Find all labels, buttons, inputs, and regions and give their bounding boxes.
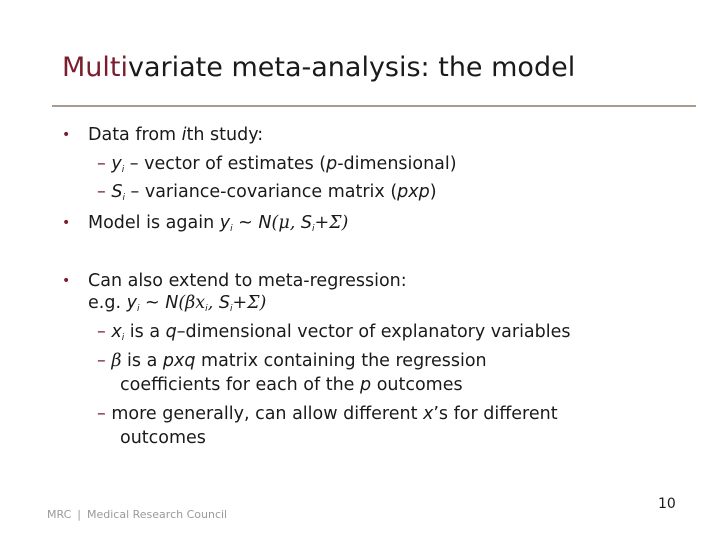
bullet-3-sub-2 xyxy=(97,350,487,372)
symbol-sigma-expr: +Σ) xyxy=(314,213,349,233)
bullet-3-text: Can also extend to meta-regression: xyxy=(88,271,407,291)
sub-dash: – xyxy=(97,182,106,202)
bullet-3-sub-3-cont: outcomes xyxy=(120,428,206,448)
bullet-1-sub-2-tail: ) xyxy=(429,182,437,202)
symbol-pxq: pxq xyxy=(162,351,196,371)
sub-dash: – xyxy=(97,322,106,342)
sub-dash: – xyxy=(97,154,106,174)
bullet-2-lead: Model is again xyxy=(88,213,220,233)
symbol-q: q xyxy=(165,322,177,342)
bullet-3-sub-1-tail: –dimensional vector of explanatory variables xyxy=(176,322,571,342)
bullet-1-sub-1-tail: -dimensional) xyxy=(337,154,457,174)
title-divider xyxy=(52,105,696,107)
bullet-1-text-i: i xyxy=(181,125,187,145)
symbol-beta-expr: (βx xyxy=(178,293,206,313)
symbol-s: S xyxy=(300,213,312,233)
bullet-marker: • xyxy=(62,127,71,143)
symbol-mu-expr: (μ, xyxy=(271,213,301,233)
bullet-marker: • xyxy=(62,215,71,231)
bullet-3-sub-2-tail: matrix containing the regression xyxy=(195,351,487,371)
slide-title-accent: Multi xyxy=(62,52,128,83)
symbol-y: y xyxy=(111,154,122,174)
bullet-3-sub-2-text: is a xyxy=(127,351,163,371)
bullet-3-sub-3-tail: ’s for different xyxy=(433,404,558,424)
symbol-n: N xyxy=(165,293,179,313)
mrc-logo xyxy=(47,508,227,521)
logo-separator: | xyxy=(77,508,81,521)
bullet-1-sub-2 xyxy=(97,181,437,209)
bullet-3-sub-1-text: is a xyxy=(129,322,166,342)
bullet-2-text xyxy=(88,212,348,240)
symbol-y: y xyxy=(126,293,137,313)
sub-dash: – xyxy=(97,404,106,424)
logo-org-name: Medical Research Council xyxy=(87,508,228,521)
symbol-beta: β xyxy=(111,351,122,371)
symbol-x: x xyxy=(423,404,434,424)
subscript-i: i xyxy=(122,193,125,203)
symbol-pxp: pxp xyxy=(397,182,430,202)
subscript-i: i xyxy=(205,304,208,314)
subscript-i: i xyxy=(229,304,233,314)
bullet-1-text-a: Data from xyxy=(88,125,182,145)
slide-title-rest: variate meta-analysis: the model xyxy=(128,52,576,83)
subscript-i: i xyxy=(230,224,233,234)
symbol-p: p xyxy=(326,154,338,174)
bullet-1-text xyxy=(88,124,263,146)
symbol-y: y xyxy=(219,213,231,233)
symbol-sigma-expr: +Σ) xyxy=(232,293,267,313)
page-number: 10 xyxy=(658,496,676,512)
bullet-marker: • xyxy=(62,273,71,289)
symbol-comma: , xyxy=(207,293,219,313)
subscript-i: i xyxy=(121,165,125,175)
bullet-3-sub-3-text: more generally, can allow different xyxy=(111,404,423,424)
subscript-i: i xyxy=(121,333,125,343)
sub-dash: – xyxy=(97,351,106,371)
bullet-2-tilde: ~ xyxy=(232,213,259,233)
bullet-3-sub-1 xyxy=(97,321,571,349)
bullet-3-sub-3 xyxy=(97,403,558,425)
bullet-3-eg: e.g. xyxy=(88,293,127,313)
bullet-1-sub-1 xyxy=(97,153,457,181)
subscript-i: i xyxy=(136,304,140,314)
bullet-1-text-b: th study: xyxy=(186,125,264,145)
symbol-s: S xyxy=(218,293,230,313)
bullet-3-sub-2-cont-b: outcomes xyxy=(371,375,463,395)
bullet-3-sub-2-cont xyxy=(120,374,463,396)
bullet-3-tilde: ~ xyxy=(139,293,166,313)
symbol-n: N xyxy=(258,213,272,233)
symbol-s: S xyxy=(111,182,123,202)
bullet-3-sub-2-cont-a: coefficients for each of the xyxy=(120,375,361,395)
bullet-1-sub-2-text: – variance-covariance matrix ( xyxy=(130,182,398,202)
bullet-1-sub-1-text: – vector of estimates ( xyxy=(129,154,327,174)
slide-title xyxy=(62,50,575,86)
bullet-3-text-cont xyxy=(88,292,266,320)
logo-abbrev: MRC xyxy=(47,508,72,521)
symbol-x: x xyxy=(111,322,122,342)
subscript-i: i xyxy=(311,224,315,234)
symbol-p: p xyxy=(360,375,372,395)
